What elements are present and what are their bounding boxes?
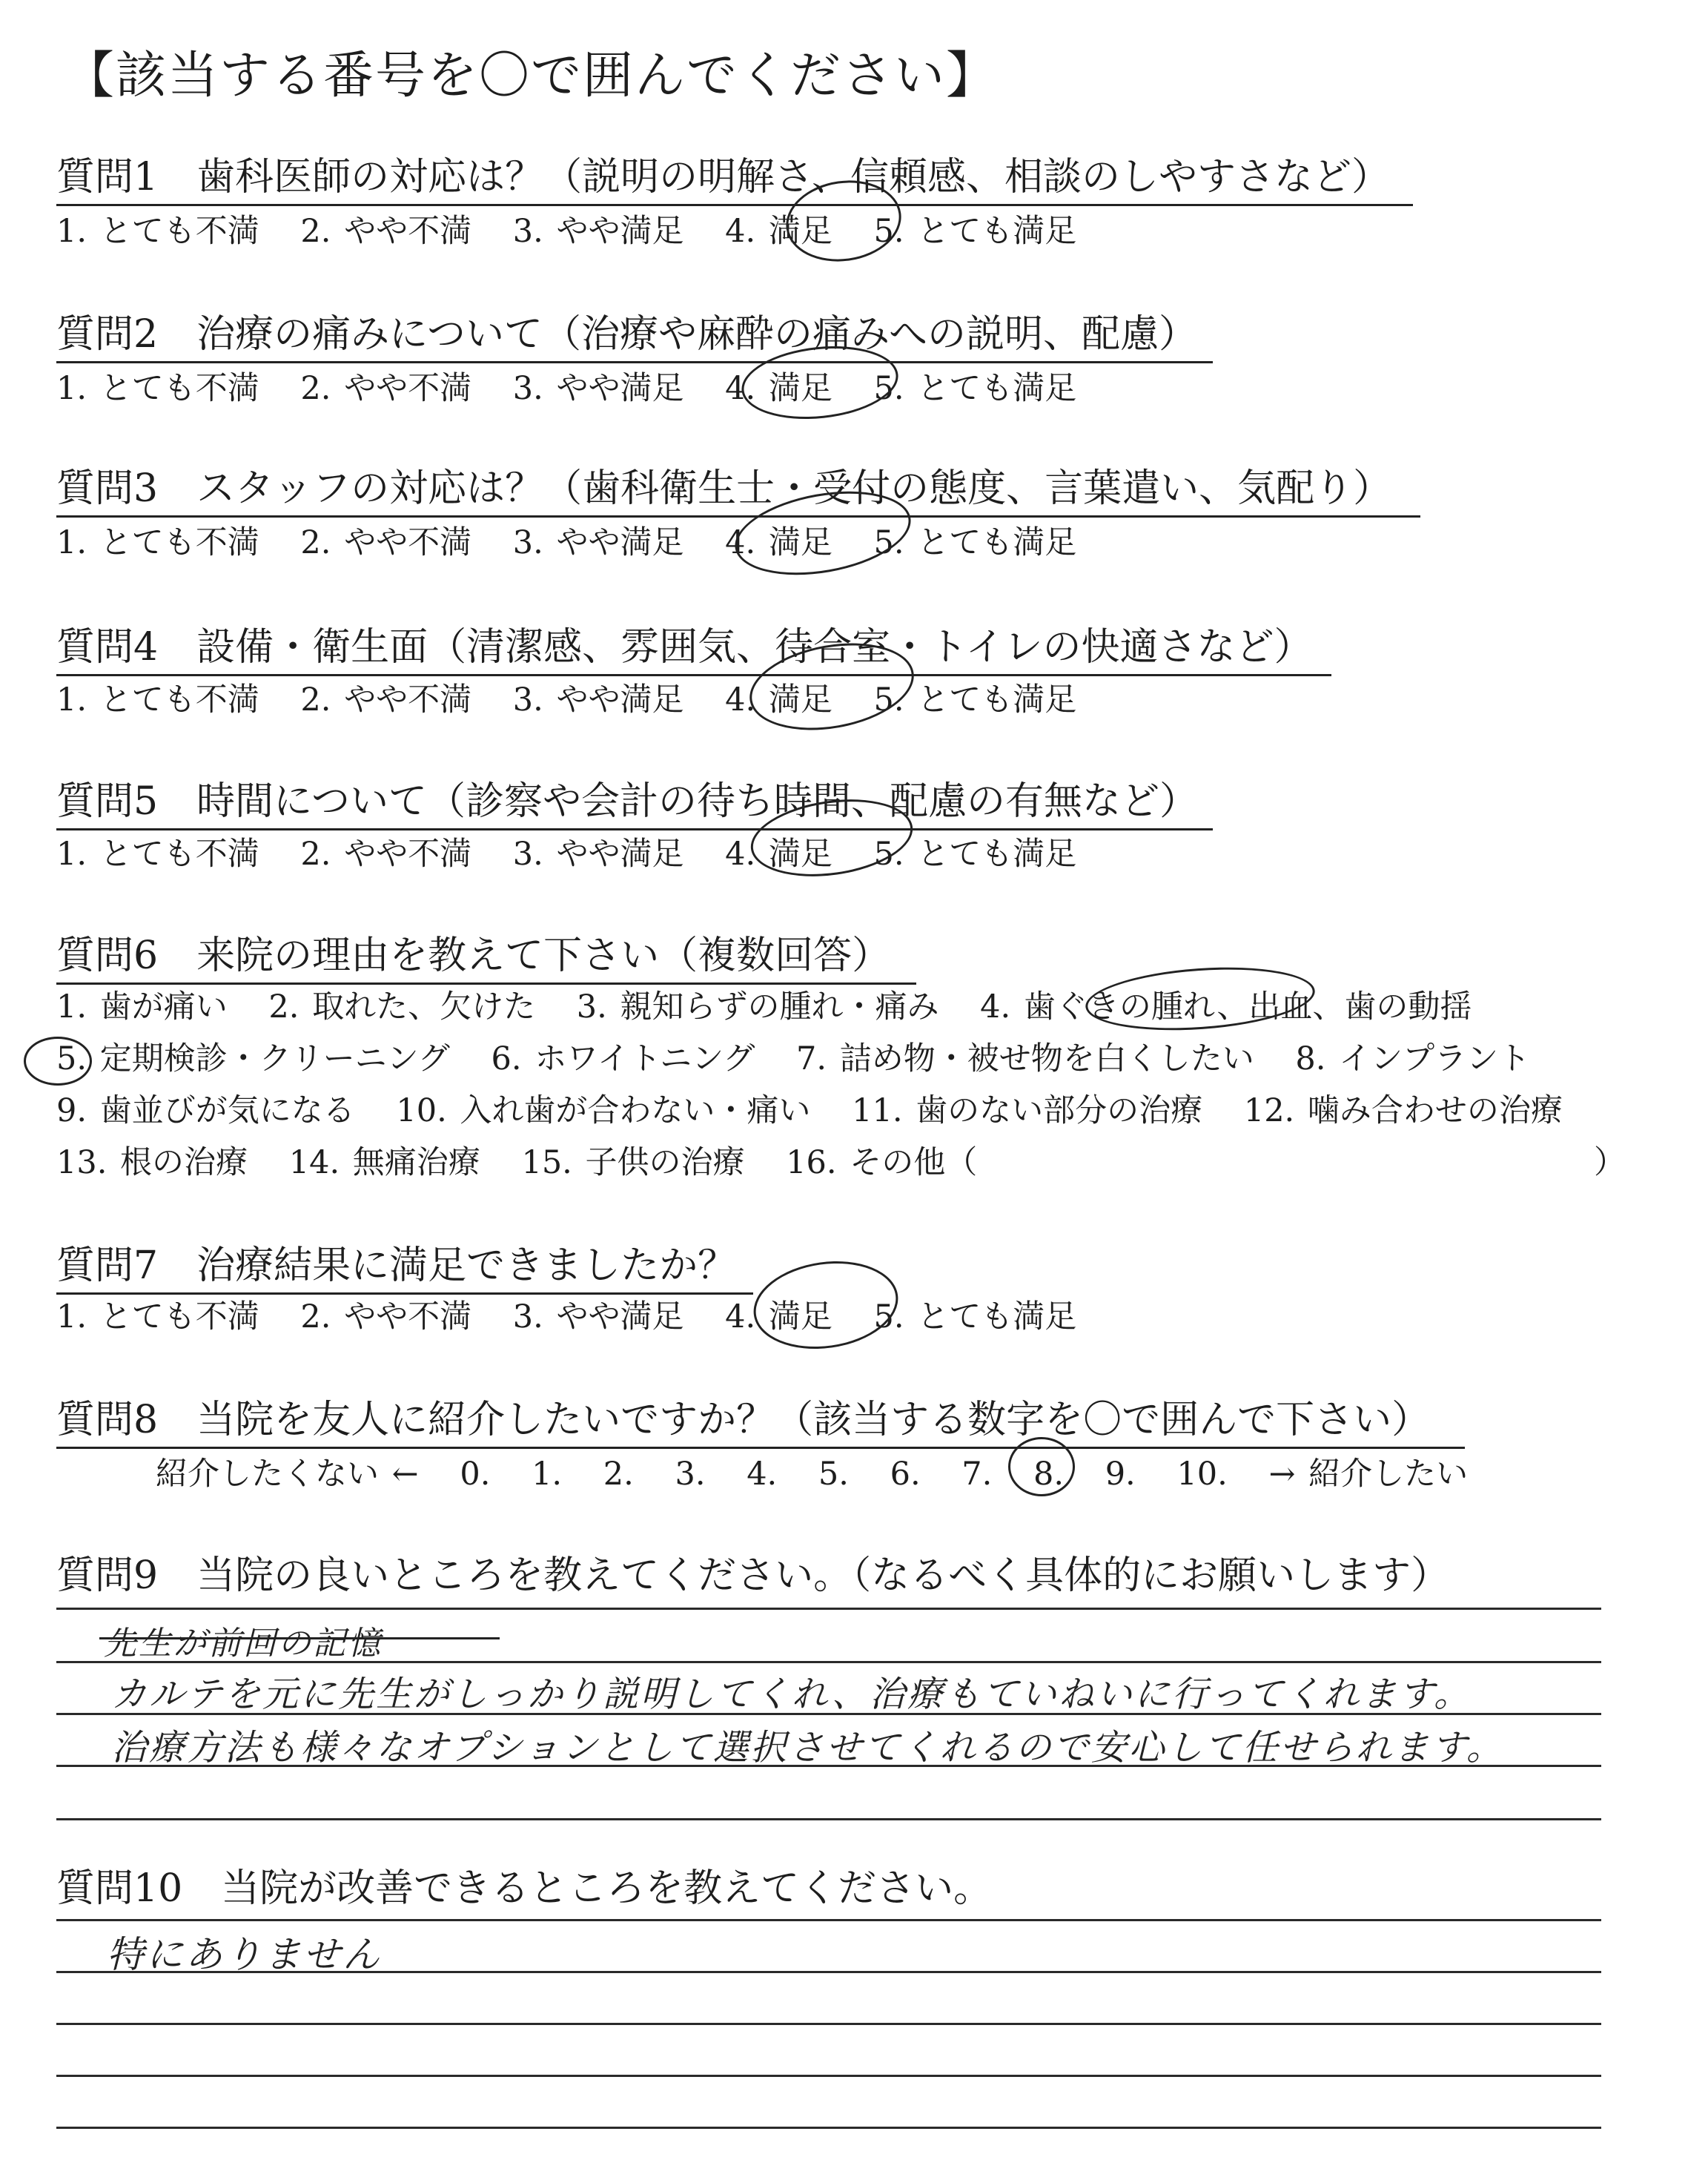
- question-6-line-2: [56, 1034, 1558, 1079]
- q7-option-4[interactable]: 4. 満足: [725, 1298, 833, 1335]
- q10-answer-line-4: [56, 2075, 1601, 2077]
- question-6-line-3: [56, 1086, 1591, 1131]
- q1-option-1[interactable]: 1. とても不満: [56, 213, 259, 250]
- q8-score-9[interactable]: 9.: [1105, 1456, 1136, 1493]
- q1-option-4[interactable]: 4. 満足: [725, 213, 833, 250]
- question-8-scale: [156, 1449, 1468, 1494]
- q3-option-4[interactable]: 4. 満足: [725, 524, 833, 561]
- q5-option-3[interactable]: 3. やや満足: [512, 836, 684, 873]
- question-10-label: 質問10 当院が改善できるところを教えてください。: [56, 1866, 993, 1911]
- q6-option-5[interactable]: 5. 定期検診・クリーニング: [56, 1040, 450, 1077]
- question-7-options: [56, 1292, 1105, 1337]
- q9-answer-struck-text: 先生が前回の記憶: [104, 1625, 383, 1662]
- question-3-label: 質問3 スタッフの対応は？（歯科衛生士・受付の態度、言葉遣い、気配り）: [56, 457, 1420, 518]
- q6-option-11[interactable]: 11. 歯のない部分の治療: [852, 1092, 1203, 1129]
- q7-option-3[interactable]: 3. やや満足: [512, 1298, 684, 1335]
- question-2-label: 質問2 治療の痛みについて（治療や麻酔の痛みへの説明、配慮）: [56, 303, 1213, 363]
- q3-option-1[interactable]: 1. とても不満: [56, 524, 259, 561]
- question-4-options: [56, 675, 1105, 720]
- q4-option-4[interactable]: 4. 満足: [725, 681, 833, 719]
- q2-option-2[interactable]: 2. やや不満: [300, 370, 472, 407]
- q4-option-5[interactable]: 5. とても満足: [873, 681, 1077, 719]
- q2-option-4[interactable]: 4. 満足: [725, 370, 833, 407]
- q7-option-2[interactable]: 2. やや不満: [300, 1298, 472, 1335]
- q7-option-1[interactable]: 1. とても不満: [56, 1298, 259, 1335]
- q6-option-12[interactable]: 12. 噛み合わせの治療: [1243, 1092, 1563, 1129]
- q6-option-3[interactable]: 3. 親知らずの腫れ・痛み: [576, 988, 939, 1025]
- question-8-label: 質問8 当院を友人に紹介したいですか？（該当する数字を〇で囲んで下さい）: [56, 1388, 1465, 1449]
- q9-answer-text-2[interactable]: 治療方法も様々なオプションとして選択させてくれるので安心して任せられます。: [111, 1727, 1504, 1768]
- question-1-options: [56, 206, 1105, 251]
- q9-answer-line-5: [56, 1818, 1601, 1820]
- q8-score-0[interactable]: 0.: [460, 1456, 491, 1493]
- question-1-label: 質問1 歯科医師の対応は？（説明の明解さ、信頼感、相談のしやすさなど）: [56, 145, 1413, 206]
- q2-option-5[interactable]: 5. とても満足: [873, 370, 1077, 407]
- q6-option-2[interactable]: 2. 取れた、欠けた: [268, 988, 536, 1025]
- q8-left-label: 紹介したくない ←: [156, 1456, 419, 1493]
- q2-option-1[interactable]: 1. とても不満: [56, 370, 259, 407]
- q4-option-3[interactable]: 3. やや満足: [512, 681, 684, 719]
- q9-answer-text-1[interactable]: カルテを元に先生がしっかり説明してくれ、治療もていねいに行ってくれます。: [111, 1674, 1472, 1715]
- q1-option-3[interactable]: 3. やや満足: [512, 213, 684, 250]
- q3-option-5[interactable]: 5. とても満足: [873, 524, 1077, 561]
- q6-option-8[interactable]: 8. インプラント: [1295, 1040, 1531, 1077]
- q8-score-3[interactable]: 3.: [675, 1456, 706, 1493]
- question-4-label: 質問4 設備・衛生面（清潔感、雰囲気、待合室・トイレの快適さなど）: [56, 615, 1331, 676]
- question-2-options: [56, 363, 1105, 409]
- question-3-options: [56, 518, 1105, 563]
- q6-selection-circle-5: [24, 1037, 92, 1086]
- q6-option-16[interactable]: 16. その他（: [786, 1144, 978, 1181]
- q6-option-6[interactable]: 6. ホワイトニング: [491, 1040, 755, 1077]
- question-6-line-4: [56, 1137, 977, 1183]
- question-5-label: 質問5 時間について（診察や会計の待ち時間、配慮の有無など）: [56, 770, 1213, 830]
- q9-answer-line-1: [56, 1608, 1601, 1610]
- q6-option-1[interactable]: 1. 歯が痛い: [56, 988, 228, 1025]
- q1-option-5[interactable]: 5. とても満足: [873, 213, 1077, 250]
- question-6-label: 質問6 来院の理由を教えて下さい（複数回答）: [56, 924, 916, 985]
- q6-other-close-paren: ）: [1594, 1144, 1626, 1181]
- q6-option-10[interactable]: 10. 入れ歯が合わない・痛い: [396, 1092, 811, 1129]
- q6-option-14[interactable]: 14. 無痛治療: [288, 1144, 480, 1181]
- q10-answer-line-3: [56, 2023, 1601, 2025]
- q6-option-9[interactable]: 9. 歯並びが気になる: [56, 1092, 355, 1129]
- q5-option-2[interactable]: 2. やや不満: [300, 836, 472, 873]
- q5-option-1[interactable]: 1. とても不満: [56, 836, 259, 873]
- q5-option-4[interactable]: 4. 満足: [725, 836, 833, 873]
- q10-answer-line-5: [56, 2127, 1601, 2129]
- q8-score-6[interactable]: 6.: [890, 1456, 921, 1493]
- q10-answer-text[interactable]: 特にありません: [107, 1933, 382, 1976]
- q3-option-2[interactable]: 2. やや不満: [300, 524, 472, 561]
- q8-right-label: → 紹介したい: [1268, 1456, 1469, 1493]
- q9-strikethrough: [99, 1637, 500, 1639]
- q8-score-4[interactable]: 4.: [747, 1456, 778, 1493]
- q8-selection-circle: [1008, 1437, 1075, 1496]
- question-9-label: 質問9 当院の良いところを教えてください。（なるべく具体的にお願いします）: [56, 1553, 1450, 1598]
- page-title: 【該当する番号を〇で囲んでください】: [64, 47, 999, 105]
- q8-score-2[interactable]: 2.: [603, 1456, 634, 1493]
- q8-score-7[interactable]: 7.: [961, 1456, 993, 1493]
- q2-option-3[interactable]: 3. やや満足: [512, 370, 684, 407]
- q8-score-8[interactable]: 8.: [1033, 1456, 1065, 1493]
- q6-option-7[interactable]: 7. 詰め物・被せ物を白くしたい: [796, 1040, 1254, 1077]
- q8-score-5[interactable]: 5.: [818, 1456, 849, 1493]
- q1-option-2[interactable]: 2. やや不満: [300, 213, 472, 250]
- q5-option-5[interactable]: 5. とても満足: [873, 836, 1077, 873]
- q7-selection-circle: [748, 1252, 904, 1358]
- question-5-options: [56, 829, 1105, 874]
- q3-option-3[interactable]: 3. やや満足: [512, 524, 684, 561]
- q4-option-1[interactable]: 1. とても不満: [56, 681, 259, 719]
- question-7-label: 質問7 治療結果に満足できましたか？: [56, 1234, 753, 1295]
- q6-option-13[interactable]: 13. 根の治療: [56, 1144, 248, 1181]
- q6-option-15[interactable]: 15. 子供の治療: [521, 1144, 745, 1181]
- q8-score-10[interactable]: 10.: [1176, 1456, 1228, 1493]
- q4-option-2[interactable]: 2. やや不満: [300, 681, 472, 719]
- q6-option-4[interactable]: 4. 歯ぐきの腫れ、出血、歯の動揺: [980, 988, 1472, 1025]
- q7-option-5[interactable]: 5. とても満足: [873, 1298, 1077, 1335]
- q8-score-1[interactable]: 1.: [532, 1456, 563, 1493]
- q10-answer-line-1: [56, 1919, 1601, 1921]
